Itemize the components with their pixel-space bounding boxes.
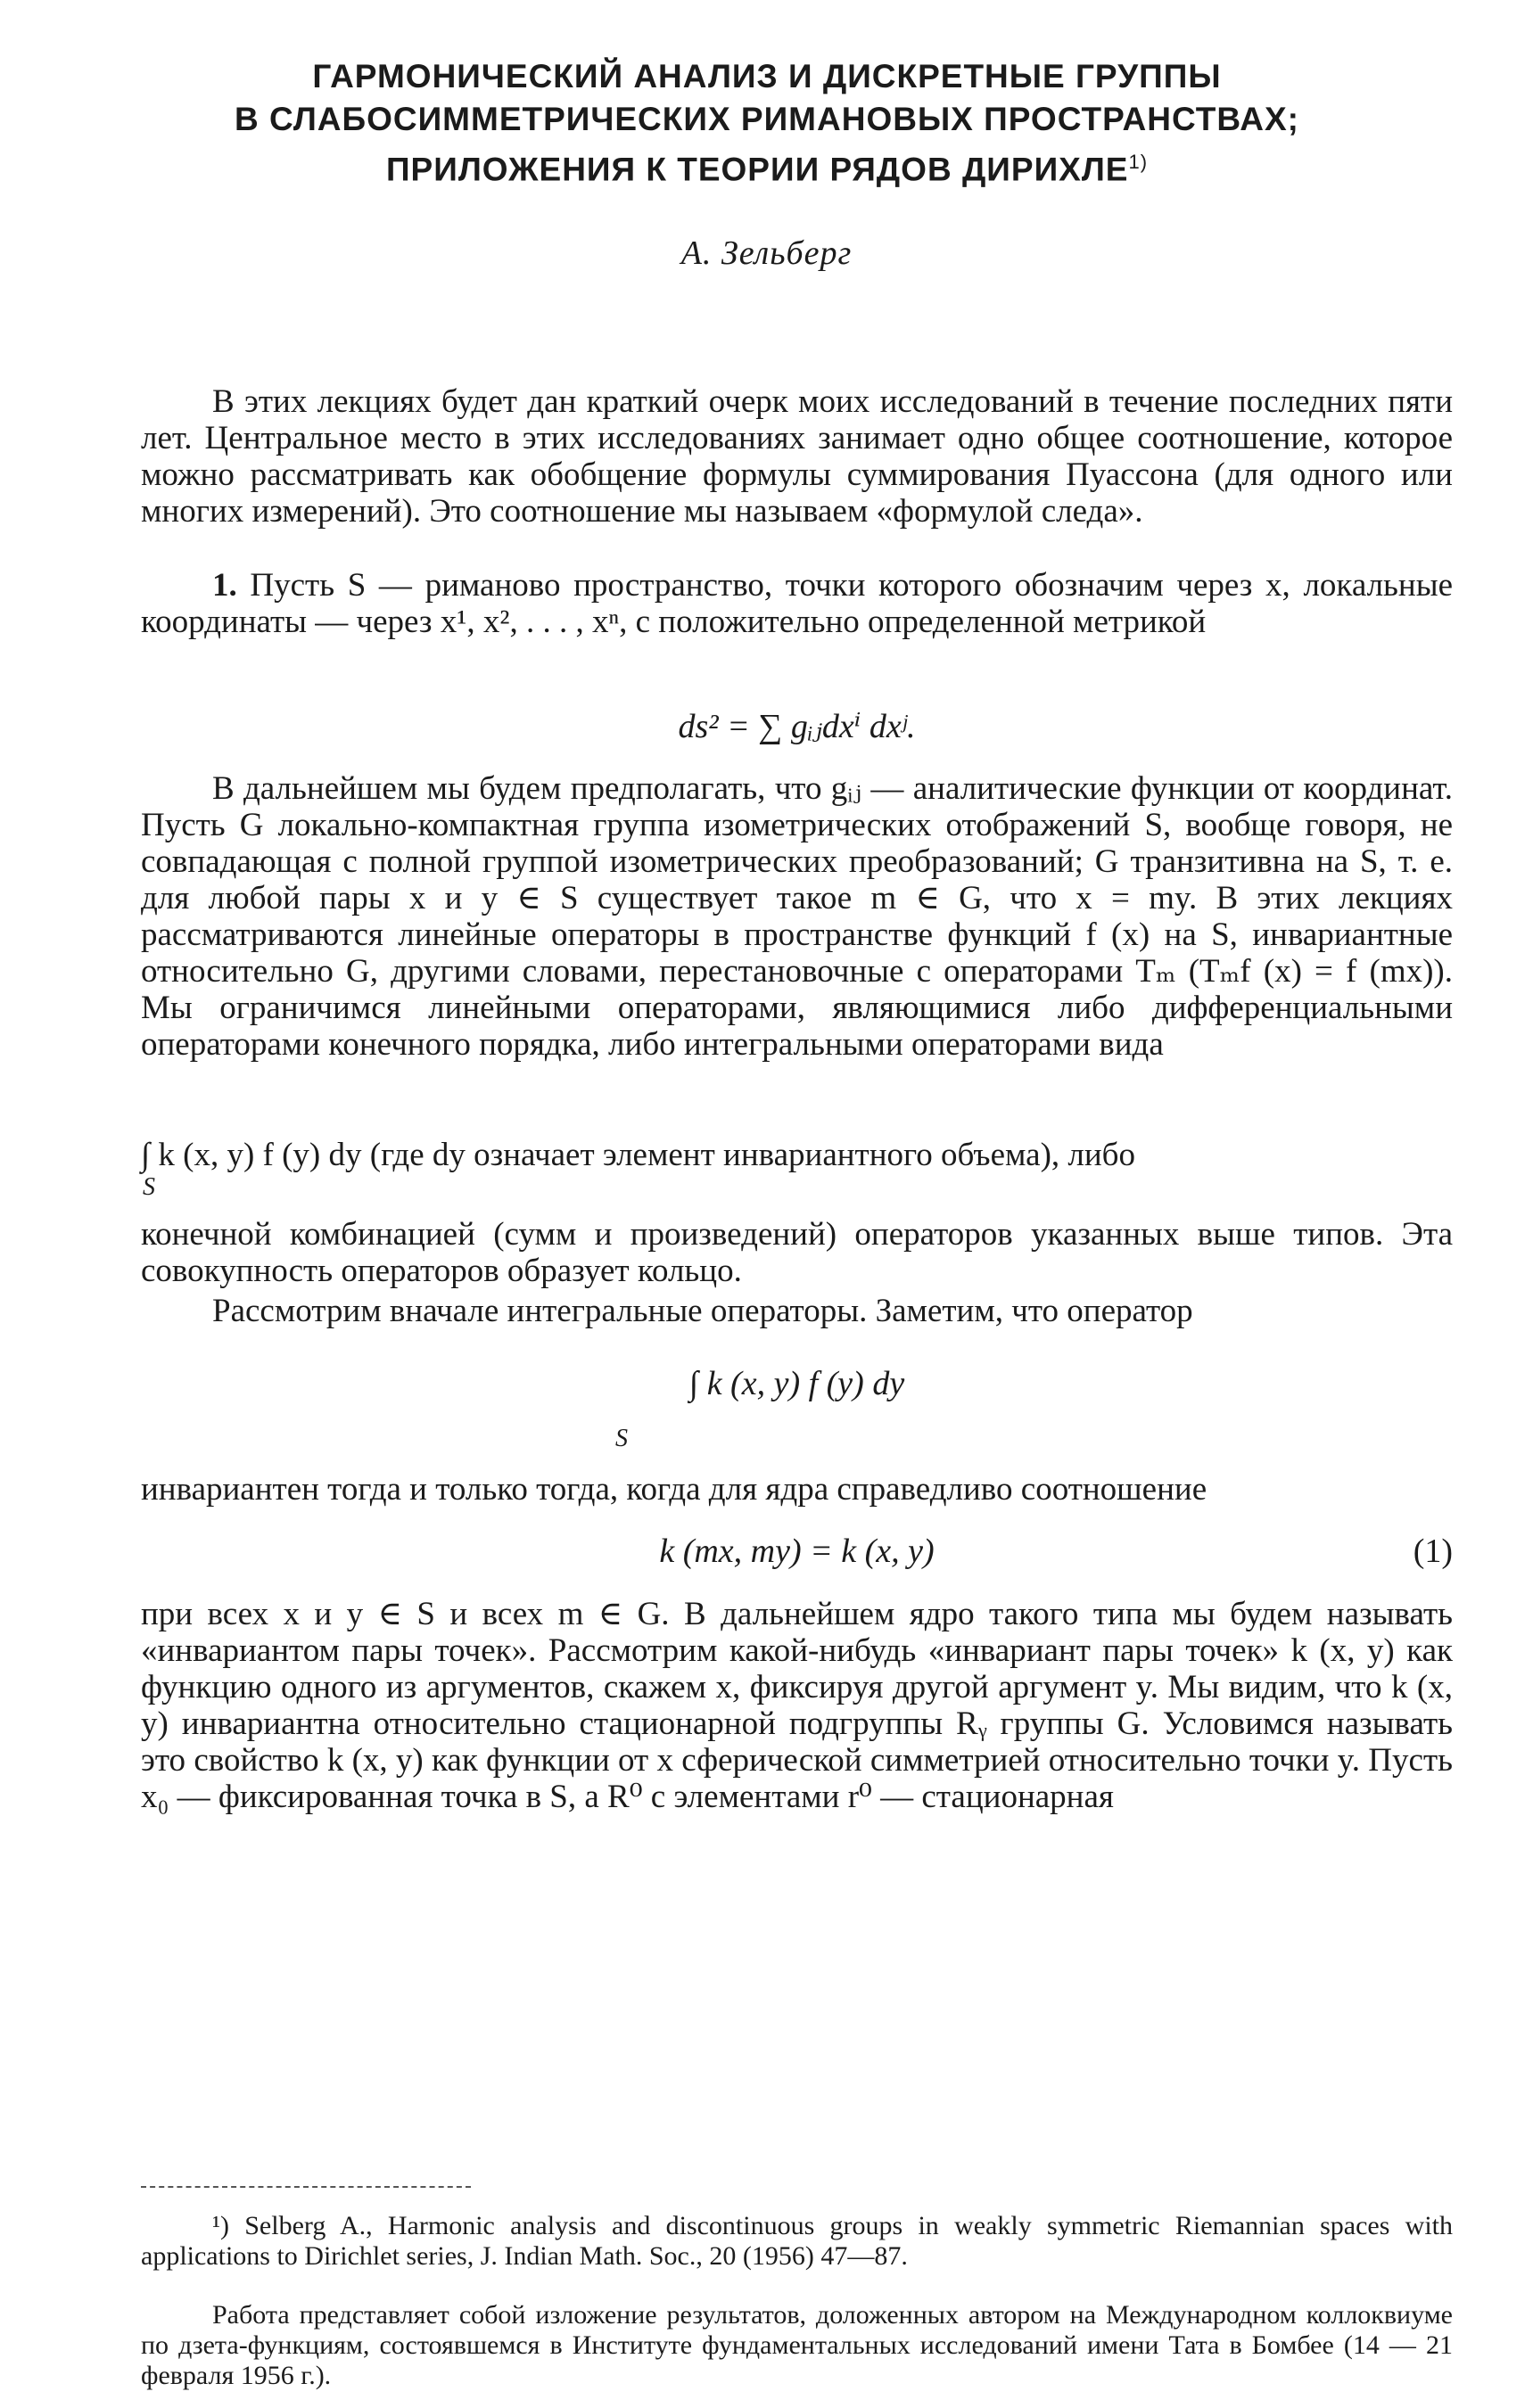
intro-paragraph: В этих лекциях будет дан краткий очерк моих исследований в течение последних пяти лет. Центральное место в этих исследованиях занимает одно общее соотношение, которое можно рассматривать как обобщение формулы суммирования Пуассона (для одного или многих измерений). Это соотношение мы называем «формулой следа». <box>141 383 1453 530</box>
title-line-1: ГАРМОНИЧЕСКИЙ АНАЛИЗ И ДИСКРЕТНЫЕ ГРУППЫ <box>312 58 1222 95</box>
paragraph-5: при всех x и y ∈ S и всех m ∈ G. В дальнейшем ядро такого типа мы будем называть «инвариантом пары точек». Рассмотрим какой-нибудь «инвариант пары точек» k (x, y) как функцию одного из аргументов, скажем x, фиксируя другой аргумент y. Мы видим, что k (x, y) инвариантна относительно стационарной подгруппы Rᵧ группы G. Условимся называть это свойство k (x, y) как функции от x сферической симметрией относительно точки y. Пусть x₀ — фиксированная точка в S, а R⁰ с элементами r⁰ — стационарная <box>141 1596 1453 1815</box>
integral-operator-formula: ∫ k (x, y) f (y) dy <box>688 1365 905 1402</box>
equation-1 <box>141 1532 1453 1571</box>
section-1-paragraph <box>141 567 1453 640</box>
paragraph-4: инвариантен тогда и только тогда, когда для ядра справедливо соотношение <box>141 1471 1207 1508</box>
paragraph-2: В дальнейшем мы будем предполагать, что gᵢⱼ — аналитические функции от координат. Пусть G локально-компактная группа изометрических отображений S, вообще говоря, не совпадающая с полной группой изометрических преобразований; G транзитивна на S, т. е. для любой пары x и y ∈ S существует такое m ∈ G, что x = my. В этих лекциях рассматриваются линейные операторы в пространстве функций f (x) на S, инвариантные относительно G, другими словами, перестановочные с операторами Tₘ (Tₘf (x) = f (mx)). Мы ограничимся линейными операторами, являющимися либо дифференциальными операторами конечного порядка, либо интегральными операторами вида <box>141 770 1453 1063</box>
title-footnote-mark[interactable]: 1) <box>1128 151 1149 173</box>
equation-1-number: (1) <box>1413 1533 1453 1570</box>
author: А. Зельберг <box>680 234 853 272</box>
title-line-2: В СЛАБОСИММЕТРИЧЕСКИХ РИМАНОВЫХ ПРОСТРАНСТВАХ; <box>235 101 1299 137</box>
footnote-divider <box>141 2186 471 2188</box>
paper-title <box>107 55 1427 191</box>
equation-1-body: k (mx, my) = k (x, y) <box>659 1533 935 1570</box>
metric-formula: ds² = ∑ gᵢⱼdxⁱ dxʲ. <box>678 708 916 745</box>
paragraph-3: Рассмотрим вначале интегральные операторы. Заметим, что оператор <box>212 1293 1193 1329</box>
section-1-number: 1. <box>212 567 237 604</box>
title-line-3 <box>107 141 1427 191</box>
title-line-3-text: ПРИЛОЖЕНИЯ К ТЕОРИИ РЯДОВ ДИРИХЛЕ <box>385 151 1129 188</box>
section-1-text: Пусть S — риманово пространство, точки которого обозначим через x, локальные координаты — через x¹, x², . . . , xⁿ, с положительно определенной метрикой <box>141 567 1453 640</box>
integral-operator-subscript: S <box>615 1425 628 1452</box>
paragraph-2-integral-subscript: S <box>143 1173 155 1201</box>
paragraph-2-integral: ∫ k (x, y) f (y) dy (где dy означает элемент инвариантного объема), либо <box>141 1137 1135 1173</box>
footnote-1: ¹) Selberg A., Harmonic analysis and discontinuous groups in weakly symmetric Riemannian spaces with applications to Dirichlet series, J. Indian Math. Soc., 20 (1956) 47—87. <box>141 2211 1453 2271</box>
footnote-2: Работа представляет собой изложение результатов, доложенных автором на Международном коллоквиуме по дзета-функциям, состоявшемся в Институте фундаментальных исследований имени Тата в Бомбее (14 — 21 февраля 1956 г.). <box>141 2300 1453 2390</box>
paragraph-2-end: конечной комбинацией (сумм и произведений) операторов указанных выше типов. Эта совокупность операторов образует кольцо. <box>141 1216 1453 1289</box>
